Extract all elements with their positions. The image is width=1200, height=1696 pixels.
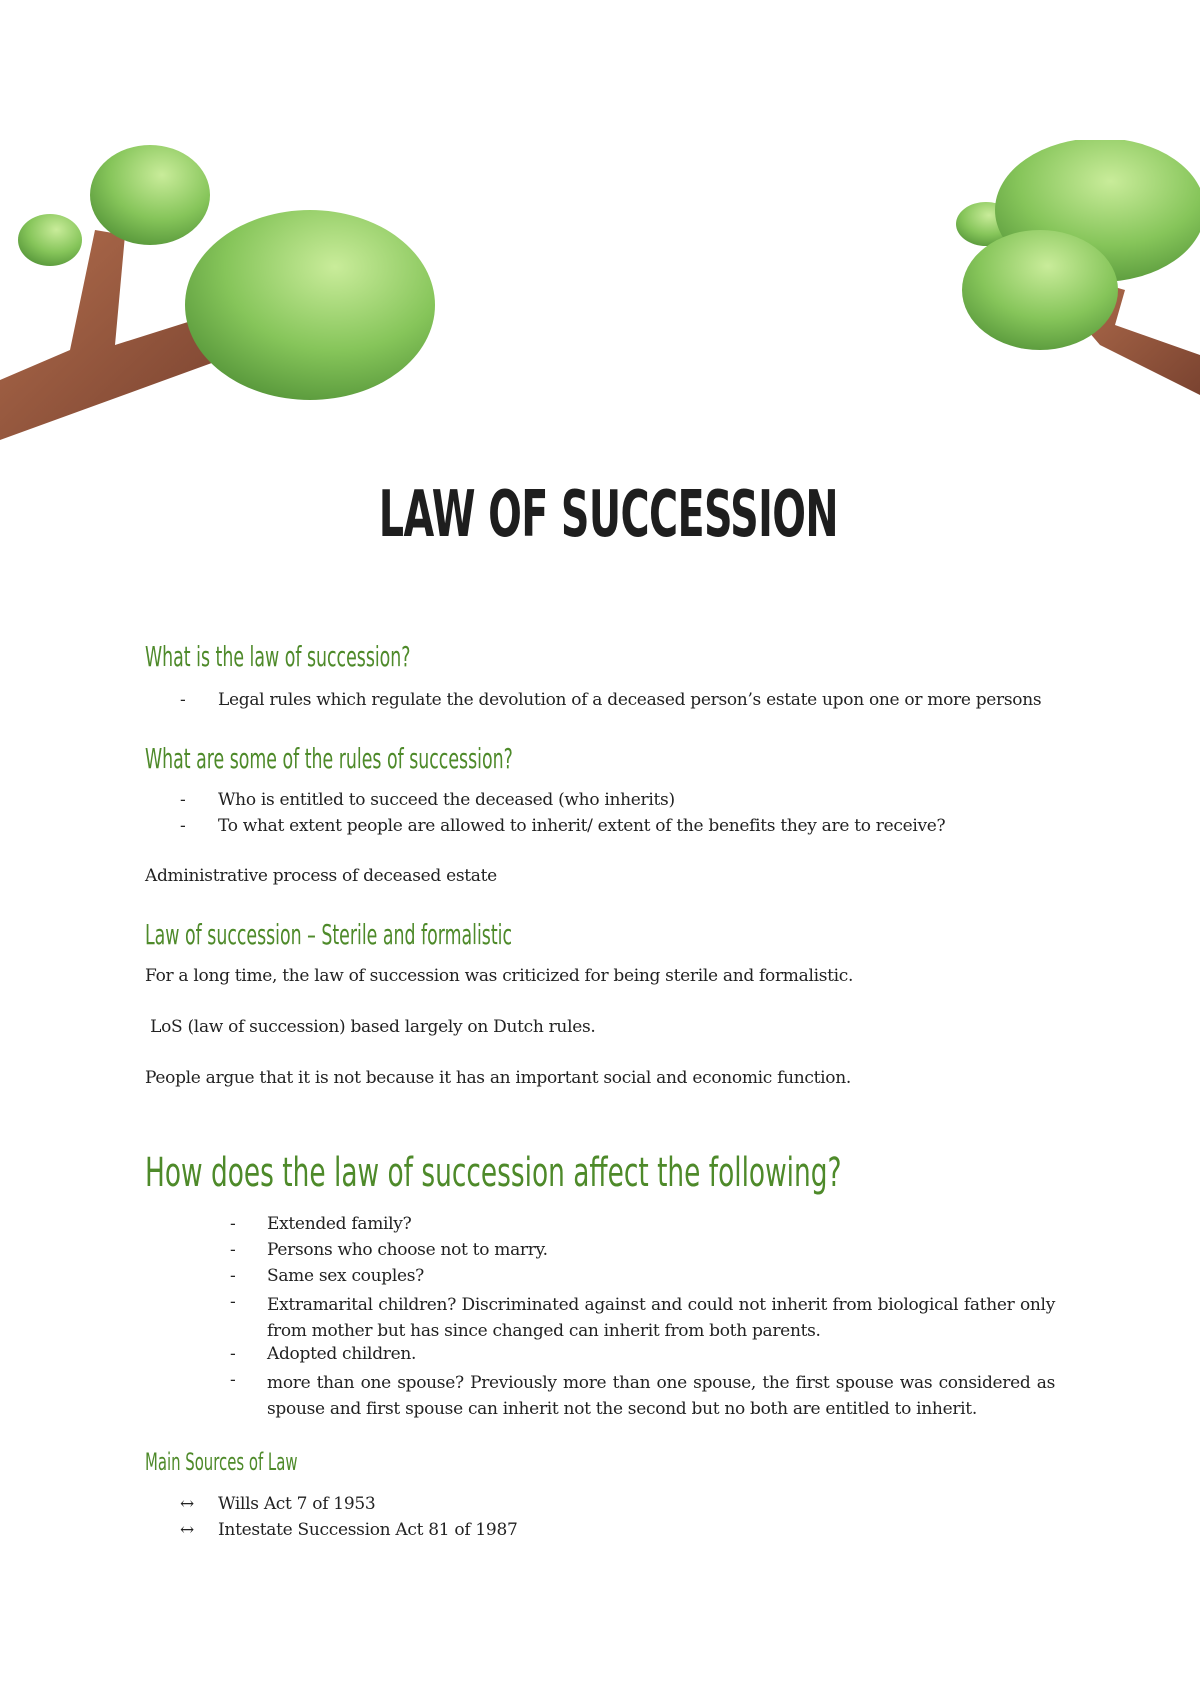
tree-illustration-right — [940, 140, 1200, 440]
list-item: - more than one spouse? Previously more than one spouse, the first spouse was considered as spouse and first spouse can inherit not the second but no both are entitled to inherit. — [230, 1370, 1055, 1419]
dash-marker: - — [180, 816, 186, 836]
dash-marker: - — [230, 1370, 236, 1390]
tree-illustration-left — [0, 120, 460, 480]
heading-what-is: What is the law of succession? — [145, 640, 411, 673]
dash-marker: - — [230, 1344, 236, 1364]
heading-sterile: Law of succession – Sterile and formalistic — [145, 918, 513, 951]
dash-marker: - — [230, 1214, 236, 1234]
list-item: - Extramarital children? Discriminated against and could not inherit from biological father only from mother but has since changed can inherit from both parents. — [230, 1292, 1055, 1341]
dash-marker: - — [180, 690, 186, 710]
paragraph: People argue that it is not because it has an important social and economic function. — [145, 1068, 851, 1088]
paragraph: LoS (law of succession) based largely on Dutch rules. — [145, 1017, 596, 1037]
dash-marker: - — [230, 1240, 236, 1260]
dash-marker: - — [180, 790, 186, 810]
dash-marker: - — [230, 1266, 236, 1286]
double-arrow-icon: ↔ — [180, 1494, 194, 1514]
heading-affect: How does the law of succession affect the following? — [145, 1150, 842, 1196]
double-arrow-icon: ↔ — [180, 1520, 194, 1540]
page-title: LAW OF SUCCESSION — [378, 478, 838, 552]
dash-marker: - — [230, 1292, 236, 1312]
paragraph: Administrative process of deceased estate — [145, 866, 497, 886]
heading-sources: Main Sources of Law — [145, 1448, 298, 1476]
heading-rules: What are some of the rules of succession? — [145, 742, 513, 775]
paragraph: For a long time, the law of succession was criticized for being sterile and formalistic. — [145, 966, 854, 986]
